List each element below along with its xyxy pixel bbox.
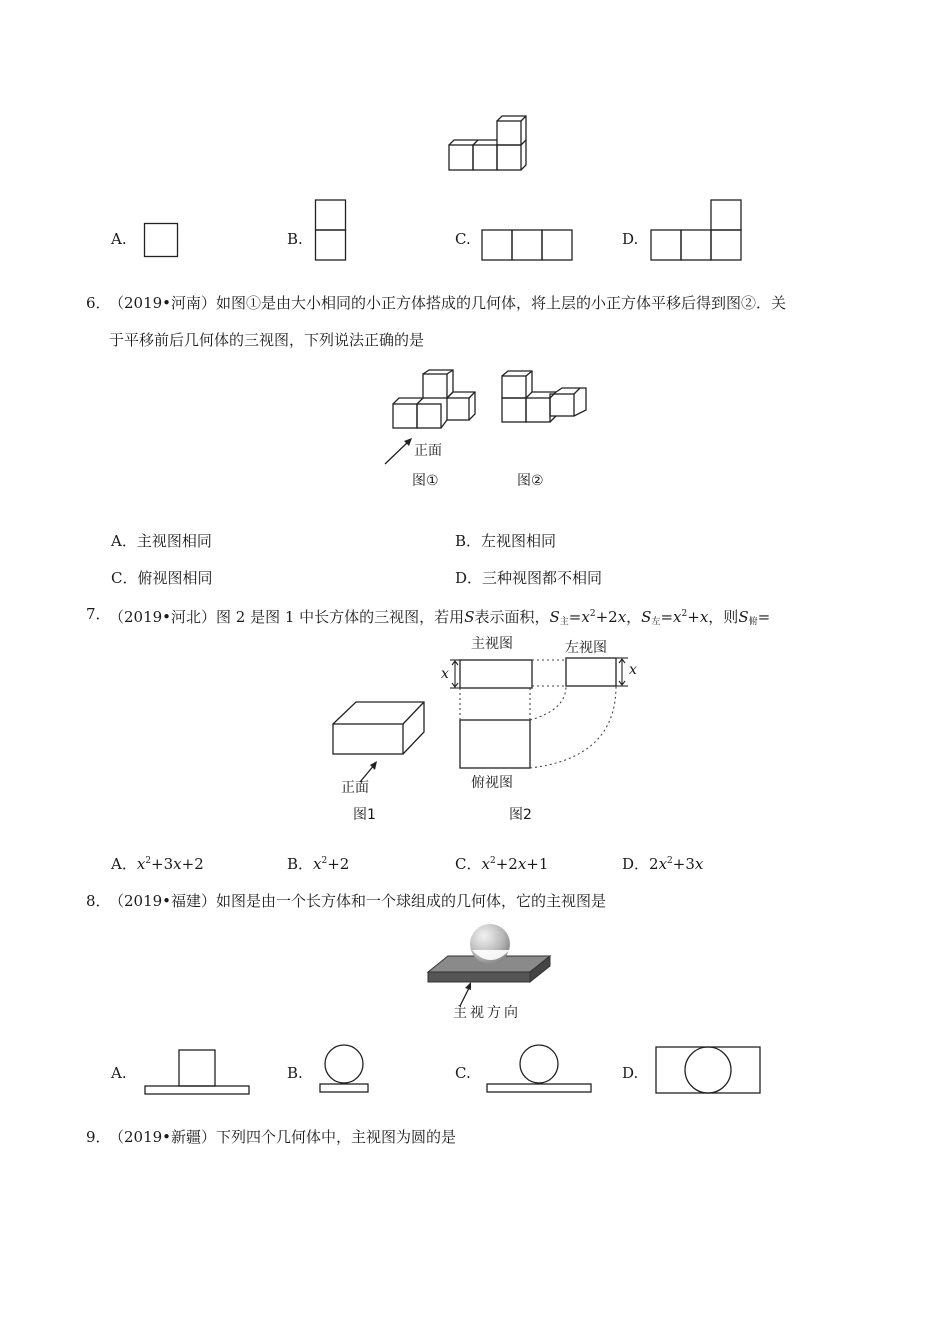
q6-figure2-caption: 图②	[517, 473, 544, 489]
q7-s-left: S	[641, 608, 652, 626]
q5-option-c-letter[interactable]: C.	[455, 230, 471, 248]
q7-left-view-label: 左视图	[565, 640, 607, 656]
q7-sub-left: 左	[651, 617, 661, 627]
q7-x4: x	[699, 608, 709, 626]
q8-option-b-letter[interactable]: B.	[287, 1064, 303, 1082]
q5-option-b-figure[interactable]	[315, 199, 347, 263]
q7-option-b[interactable]: B．$x^2+2$	[287, 855, 350, 873]
q7-s-top: S	[738, 608, 749, 626]
q7-main-view-label: 主视图	[471, 636, 513, 652]
q7-option-c-letter: C．	[455, 855, 482, 873]
q7-option-d[interactable]: D．$2x^2+3x$	[622, 855, 704, 873]
q6-option-c[interactable]	[111, 567, 213, 588]
q7-dim-x-left: x	[441, 666, 449, 682]
q6-figure-front-label: 正面	[414, 443, 442, 459]
q6-option-d[interactable]	[455, 567, 602, 588]
q7-option-a[interactable]: A．$x^2+3x+2$	[111, 855, 204, 873]
q7-text-a: （2019•河北）图 2 是图 1 中长方体的三视图，若用	[109, 608, 465, 626]
q6-text-line1: （2019•河南）如图①是由大小相同的小正方体搭成的几何体，将上层的小正方体平移后得到图②．关	[109, 294, 787, 312]
q7-option-a-letter: A．	[111, 855, 137, 873]
q6-figure1-caption: 图①	[412, 473, 439, 489]
q7-figure-front-label: 正面	[341, 780, 369, 796]
q6-option-d-text: 三种视图都不相同	[482, 569, 603, 587]
q6-option-a-letter: A．	[111, 532, 137, 550]
q6-option-a-text: 主视图相同	[136, 532, 212, 550]
q6-text-line2: 于平移前后几何体的三视图，下列说法正确的是	[109, 331, 425, 349]
q6-option-d-letter: D．	[455, 569, 483, 587]
q7-figure1-caption: 图1	[353, 807, 376, 823]
q7-number: 7．	[86, 605, 111, 623]
q5-option-a-letter[interactable]: A.	[111, 230, 127, 248]
q6-figure-2	[498, 368, 598, 428]
q7-dim-x-right: x	[629, 662, 637, 678]
q7-sub-top: 俯	[748, 617, 758, 627]
q9-number: 9．	[86, 1128, 111, 1146]
q7-question-text: （2019•河北）图 2 是图 1 中长方体的三视图，若用S表示面积，$S_主=x^2+2x$，$S_左=x^2+x$，则$S_俯=$	[109, 608, 771, 627]
q8-number: 8．	[86, 892, 111, 910]
q6-option-b[interactable]	[455, 530, 556, 551]
q7-option-c[interactable]: C．$x^2+2x+1$	[455, 855, 549, 873]
q6-figure-1	[382, 368, 482, 478]
q7-s-main: S	[549, 608, 560, 626]
q8-option-d-letter[interactable]: D.	[622, 1064, 639, 1082]
q7-opt-b-x1: x	[313, 855, 322, 873]
q8-option-d-figure[interactable]	[654, 1045, 764, 1097]
q7-opt-d-x1: x	[658, 855, 668, 873]
q8-text: （2019•福建）如图是由一个长方体和一个球组成的几何体，它的主视图是	[109, 892, 607, 910]
q7-opt-c-x1: x	[481, 855, 490, 873]
q7-text-b: 表示面积，	[474, 608, 550, 626]
q7-x3: x	[673, 608, 682, 626]
q7-opt-a-x1: x	[136, 855, 146, 873]
q5-solid-figure	[446, 114, 536, 174]
q7-opt-d-x2: x	[694, 855, 704, 873]
q5-option-d-letter[interactable]: D.	[622, 230, 639, 248]
q7-option-d-letter: D．	[622, 855, 650, 873]
q5-option-a-figure[interactable]	[144, 223, 180, 259]
q8-option-c-letter[interactable]: C.	[455, 1064, 471, 1082]
q6-option-b-text: 左视图相同	[481, 532, 557, 550]
q9-text: （2019•新疆）下列四个几何体中，主视图为圆的是	[109, 1128, 457, 1146]
q6-option-b-letter: B．	[455, 532, 482, 550]
q6-option-c-text: 俯视图相同	[137, 569, 213, 587]
q7-sub-main: 主	[559, 617, 569, 627]
q8-option-a-figure[interactable]	[143, 1048, 253, 1098]
q6-option-c-letter: C．	[111, 569, 138, 587]
q7-x1: x	[581, 608, 590, 626]
q7-figure-2-three-views	[438, 640, 678, 790]
q7-top-view-label: 俯视图	[471, 775, 513, 791]
q7-opt-c-x2: x	[517, 855, 527, 873]
q5-option-d-figure[interactable]	[650, 199, 746, 263]
q7-figure2-caption: 图2	[509, 807, 532, 823]
q7-text-then: ，则	[708, 608, 739, 626]
q7-opt-a-x2: x	[173, 855, 182, 873]
q8-option-b-figure[interactable]	[318, 1044, 374, 1096]
q7-s-symbol: S	[464, 608, 475, 626]
q7-x2: x	[617, 608, 627, 626]
q8-figure-solid	[420, 920, 560, 1010]
q7-option-b-letter: B．	[287, 855, 314, 873]
q5-option-b-letter[interactable]: B.	[287, 230, 303, 248]
q8-option-a-letter[interactable]: A.	[111, 1064, 127, 1082]
q8-figure-label: 主视方向	[453, 1005, 521, 1021]
q6-option-a[interactable]	[111, 530, 212, 551]
q8-option-c-figure[interactable]	[485, 1044, 595, 1096]
q6-number: 6．	[86, 294, 111, 312]
q5-option-c-figure[interactable]	[481, 229, 577, 263]
